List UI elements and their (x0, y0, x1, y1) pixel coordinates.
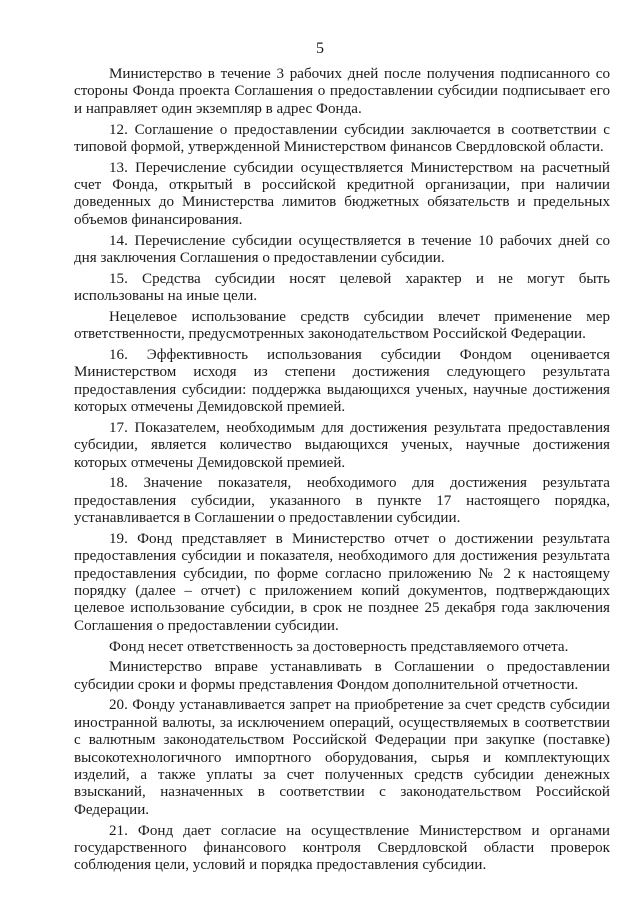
paragraph-19: 19. Фонд представляет в Министерство отчет о достижении результата предоставления субсидии и показателя, необходимого для достижения результата предоставления субсидии, по форме согласно приложению № 2 к настоящему порядку (далее – отчет) с приложением копий документов, подтверждающих целевое использование субсидии, в срок не позднее 25 декабря года заключения Соглашения о предоставлении субсидии. (74, 530, 610, 634)
paragraph-18: 18. Значение показателя, необходимого для достижения результата предоставления субсидии, указанного в пункте 17 настоящего порядка, устанавливается в Соглашении о предоставлении субсидии. (74, 475, 610, 527)
paragraph-13: 13. Перечисление субсидии осуществляется Министерством на расчетный счет Фонда, открытый в российской кредитной организации, при наличии доведенных до Министерства лимитов бюджетных обязательств и предельных объемов финансирования. (74, 159, 610, 228)
paragraph-21: 21. Фонд дает согласие на осуществление Министерством и органами государственного финансового контроля Свердловской области проверок соблюдения цели, условий и порядка предоставления субсидии. (74, 822, 610, 874)
paragraph-17: 17. Показателем, необходимым для достижения результата предоставления субсидии, является количество выдающихся ученых, научные достижения которых отмечены Демидовской премией. (74, 419, 610, 471)
paragraph-12: 12. Соглашение о предоставлении субсидии заключается в соответствии с типовой формой, утвержденной Министерством финансов Свердловской области. (74, 121, 610, 155)
paragraph-misuse-liability: Нецелевое использование средств субсидии влечет применение мер ответственности, предусмотренных законодательством Российской Федерации. (74, 308, 610, 343)
document-body (74, 66, 610, 878)
paragraph-report-responsibility: Фонд несет ответственность за достоверность представляемого отчета. (109, 638, 569, 655)
paragraph-20: 20. Фонду устанавливается запрет на приобретение за счет средств субсидии иностранной валюты, за исключением операций, осуществляемых в соответствии с валютным законодательством Российской Федерации при закупке (поставке) высокотехнологичного импортного оборудования, сырья и комплектующих изделий, а также уплаты за счет полученных средств субсидии денежных взысканий, назначенных в соответствии с законодательством Российской Федерации. (74, 697, 610, 818)
paragraph-additional-reporting: Министерство вправе устанавливать в Соглашении о предоставлении субсидии сроки и формы представления Фондом дополнительной отчетности. (74, 659, 610, 693)
page-number: 5 (316, 40, 324, 57)
paragraph-16: 16. Эффективность использования субсидии Фондом оценивается Министерством исходя из степени достижения следующего результата предоставления субсидии: поддержка выдающихся ученых, научные достижения которых отмечены Демидовской премией. (74, 346, 610, 416)
paragraph-15: 15. Средства субсидии носят целевой характер и не могут быть использованы на иные цели. (74, 270, 610, 305)
paragraph-14: 14. Перечисление субсидии осуществляется в течение 10 рабочих дней со дня заключения Соглашения о предоставлении субсидии. (74, 232, 610, 266)
paragraph-ministry-signing: Министерство в течение 3 рабочих дней после получения подписанного со стороны Фонда проекта Соглашения о предоставлении субсидии подписывает его и направляет один экземпляр в адрес Фонда. (74, 66, 610, 117)
